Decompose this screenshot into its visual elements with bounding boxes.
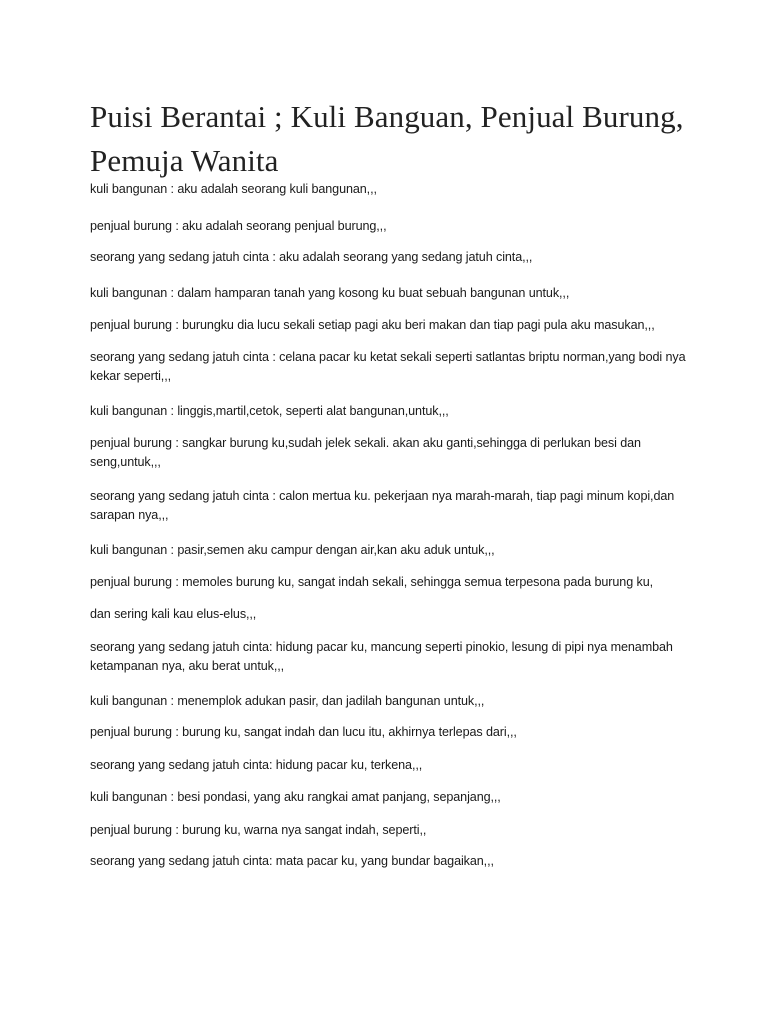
poem-line: kuli bangunan : linggis,martil,cetok, seperti alat bangunan,untuk,,, — [90, 404, 449, 418]
poem-line: penjual burung : memoles burung ku, sangat indah sekali, sehingga semua terpesona pada burung ku, — [90, 575, 654, 589]
poem-line: seorang yang sedang jatuh cinta : calon mertua ku. pekerjaan nya marah-marah, tiap pagi minum kopi,dan sarapan nya,,, — [90, 489, 675, 522]
poem-line: penjual burung : sangkar burung ku,sudah jelek sekali. akan aku ganti,sehingga di perlukan besi dan seng,untuk,,, — [90, 436, 641, 469]
poem-line: penjual burung : burung ku, sangat indah dan lucu itu, akhirnya terlepas dari,,, — [90, 725, 517, 739]
poem-line: seorang yang sedang jatuh cinta: hidung pacar ku, terkena,,, — [90, 758, 423, 772]
poem-line: seorang yang sedang jatuh cinta : aku adalah seorang yang sedang jatuh cinta,,, — [90, 250, 533, 264]
poem-line: kuli bangunan : pasir,semen aku campur dengan air,kan aku aduk untuk,,, — [90, 543, 495, 557]
poem-line: seorang yang sedang jatuh cinta: hidung pacar ku, mancung seperti pinokio, lesung di pipi nya menambah ketampanan nya, aku berat untuk,,, — [90, 640, 673, 673]
poem-line: kuli bangunan : dalam hamparan tanah yang kosong ku buat sebuah bangunan untuk,,, — [90, 286, 570, 300]
poem-line: penjual burung : burungku dia lucu sekali setiap pagi aku beri makan dan tiap pagi pula aku masukan,,, — [90, 318, 655, 332]
poem-line: penjual burung : aku adalah seorang penjual burung,,, — [90, 219, 387, 233]
poem-line: kuli bangunan : menemplok adukan pasir, dan jadilah bangunan untuk,,, — [90, 694, 485, 708]
poem-line: seorang yang sedang jatuh cinta: mata pacar ku, yang bundar bagaikan,,, — [90, 854, 494, 868]
document-title: Puisi Berantai ; Kuli Banguan, Penjual Burung, Pemuja Wanita — [90, 99, 684, 178]
poem-line: kuli bangunan : aku adalah seorang kuli bangunan,,, — [90, 182, 377, 196]
poem-line: dan sering kali kau elus-elus,,, — [90, 607, 257, 621]
poem-line: kuli bangunan : besi pondasi, yang aku rangkai amat panjang, sepanjang,,, — [90, 790, 501, 804]
poem-line: seorang yang sedang jatuh cinta : celana pacar ku ketat sekali seperti satlantas briptu norman,yang bodi nya kekar seperti,,, — [90, 350, 686, 383]
poem-line: penjual burung : burung ku, warna nya sangat indah, seperti,, — [90, 823, 427, 837]
